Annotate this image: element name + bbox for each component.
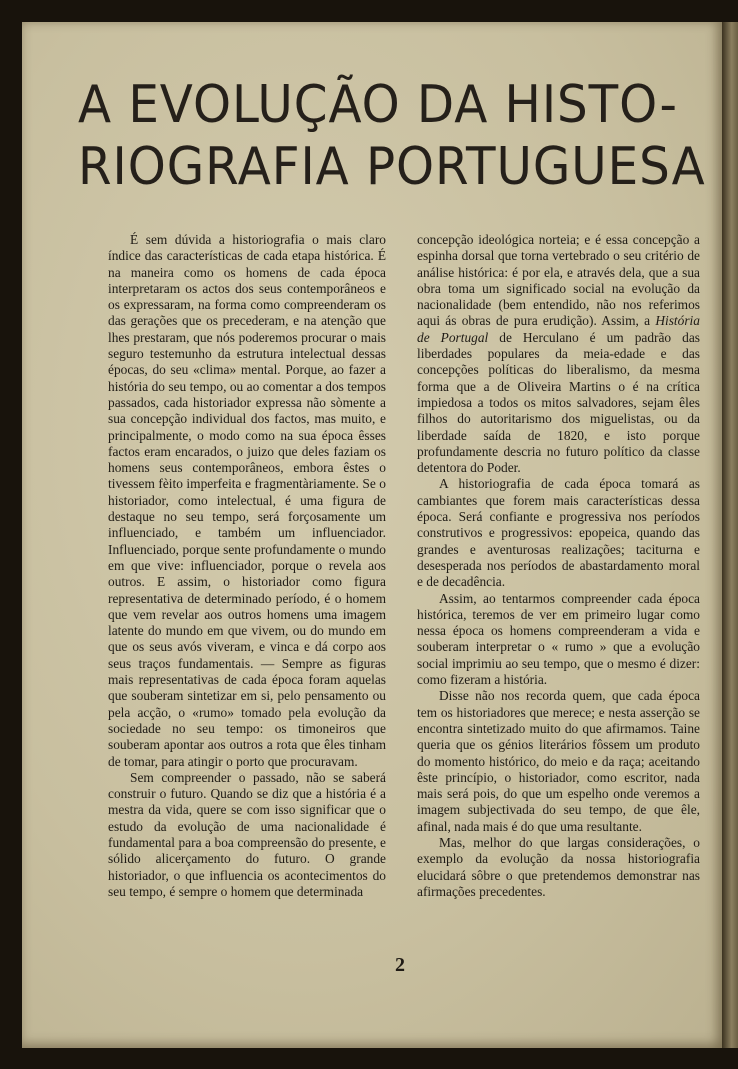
article-title xyxy=(78,74,706,198)
paragraph: Sem compreender o passado, não se saberá construir o futuro. Quando se diz que a história é a mestra da vida, quere se com isso significar que o estudo da evolução de uma nacionalidade é fundamental para a boa compreensão do presente, e sólido alicerçamento do futuro. O grande historiador, o que influencia os acontecimentos do seu tempo, é sempre o homem que determinada xyxy=(108,769,386,899)
book-title: História de Portugal xyxy=(417,313,700,345)
paragraph: É sem dúvida a historiografia o mais claro índice das características de cada etapa histórica. É na maneira como os homens de cada época interpretaram os actos dos seus contemporâneos e os expressaram, na forma como compreenderam os das gerações que os precederam, e na atenção que lhes prestaram, que nós poderemos procurar o mais seguro testemunho da estrutura intelectual dessas épocas, do seu «clima» mental. Porque, ao fazer a história do seu tempo, ou ao comentar a dos tempos passados, cada historiador expressa não sòmente a sua concepção individual dos factos, mas muito, e principalmente, o modo como na sua época êsses factos eram encarados, o juizo que deles faziam os homens seus contemporâneos, embora êstes o tivessem fèito imperfeita e fragmentàriamente. Se o historiador, como intelectual, é uma figura de destaque no seu tempo, será forçosamente um influenciado, e também um influenciador. Influenciado, porque sente profundamente o mundo em que vive: influenciador, porque o revela aos outros. E assim, o historiador como figura representativa de determinado período, é o homem que vem revelar aos outros homens uma imagem latente do mundo em que vivem, ou do mundo em que os seus avós viveram, e vinca e dá corpo aos seus traços fundamentais. — Sempre as figuras mais representativas de cada época foram aquelas que souberam sintetizar em si, pelo pensamento ou pela acção, o «rumo» tomado pela evolução da sociedade no seu tempo: os timoneiros que souberam apontar aos outros a rota que êles tinham de tomar, para atingir o porto que procuravam. xyxy=(108,232,386,769)
paragraph: A historiografia de cada época tomará as cambiantes que forem mais características dessa época. Será confiante e progressiva nos períodos construtivos e progressivos: epopeica, quando das grandes e aventurosas realizações; taciturna e desesperada nos períodos de abastardamento moral e de decadência. xyxy=(417,476,700,590)
left-column xyxy=(108,232,386,900)
right-column xyxy=(417,232,700,900)
paragraph: Mas, melhor do que largas considerações, o exemplo da evolução da nossa historiografia elucidará sôbre o que pretendemos demonstrar nas afirmações precedentes. xyxy=(417,834,700,899)
text-run: de Herculano é um padrão das liberdades populares da meia-edade e das concepções políticas do liberalismo, da mesma forma que a de Oliveira Martins o é na crítica impiedosa a todos os mitos salvadores, sejam êles filhos do autoritarismo dos miguelistas, ou da liberdade saída de 1820, e isto porque profundamente descria no futuro político da classe detentora do Poder. xyxy=(417,329,700,476)
page-edge xyxy=(722,22,738,1048)
page-number: 2 xyxy=(395,954,405,976)
title-line-1: A EVOLUÇÃO DA HISTO- xyxy=(78,75,678,135)
paragraph: Disse não nos recorda quem, que cada época tem os historiadores que merece; e nesta asserção se encontra sintetizado muito do que afirmamos. Taine queria que os génios literários fôssem um produto do momento histórico, do meio e da raça; aceitando êste princípio, o historiador, como escritor, nada mais será pois, do que um espelho onde veremos a imagem subjectivada do seu tempo, de que êle, afinal, nada mais é do que uma resultante. xyxy=(417,688,700,834)
paragraph: Assim, ao tentarmos compreender cada época histórica, teremos de ver em primeiro lugar como nessa época os homens compreenderam a vida e souberam interpretar o « rumo » que a evolução social imprimiu ao seu tempo, que o mesmo é dizer: como fizeram a história. xyxy=(417,590,700,688)
paragraph xyxy=(417,232,700,476)
title-line-2: RIOGRAFIA PORTUGUESA xyxy=(78,137,706,197)
text-run: concepção ideológica norteia; e é essa concepção a espinha dorsal que torna vertebrado o seu critério de análise histórica: é por ela, e através dela, que a sua obra toma um significado social na evolução da nacionalidade (bem entendido, não nos referimos aqui ás obras de pura erudição). Assim, a xyxy=(417,232,700,329)
